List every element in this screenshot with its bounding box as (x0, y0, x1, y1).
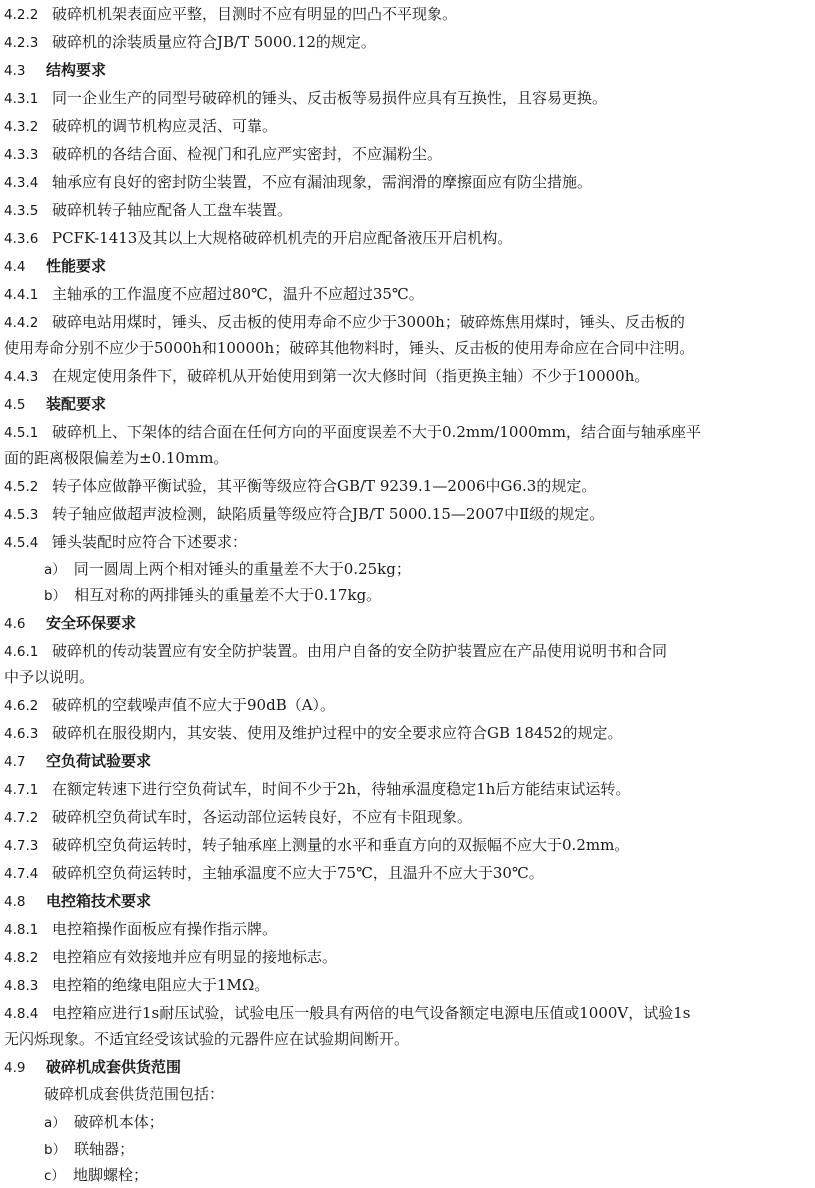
clause-4-3-5 (4, 198, 809, 223)
clause-4-8-4 (4, 1001, 809, 1026)
section-heading-4-4 (4, 254, 809, 279)
section-heading-4-7 (4, 749, 809, 774)
clause-4-4-2-continued (4, 336, 809, 360)
clause-4-6-1-continued (4, 665, 809, 689)
clause-text: 主轴承的工作温度不应超过80℃，温升不应超过35℃。 (52, 285, 424, 303)
clause-number: 4.3.6 (4, 231, 39, 247)
clause-number: 4.3.5 (4, 203, 39, 219)
clause-text: 地脚螺栓； (72, 1166, 148, 1184)
clause-4-4-1 (4, 282, 809, 307)
clause-text: 装配要求 (46, 395, 107, 413)
clause-text: 联轴器； (74, 1140, 135, 1158)
clause-4-3-3 (4, 142, 809, 167)
clause-number: 4.8.4 (4, 1006, 39, 1022)
clause-text: 破碎机机架表面应平整，目测时不应有明显的凹凸不平现象。 (52, 5, 458, 23)
clause-text: PCFK-1413及其以上大规格破碎机机壳的开启应配备液压开启机构。 (52, 229, 513, 247)
clause-4-3-4 (4, 170, 809, 195)
clause-text: 无闪烁现象。不适宜经受该试验的元器件应在试验期间断开。 (4, 1030, 410, 1048)
clause-number: 4.3.1 (4, 91, 39, 107)
clause-text: 破碎机空负荷运转时，主轴承温度不应大于75℃，且温升不应大于30℃。 (52, 864, 544, 882)
supply-scope-intro (44, 1082, 809, 1106)
clause-text: 安全环保要求 (46, 614, 137, 632)
clause-4-7-3 (4, 833, 809, 858)
clause-number: 4.6.3 (4, 726, 39, 742)
section-heading-4-5 (4, 392, 809, 417)
clause-text: 破碎机空负荷试车时，各运动部位运转良好，不应有卡阻现象。 (52, 808, 473, 826)
clause-4-4-2 (4, 310, 809, 335)
clause-number: 4.5 (4, 397, 26, 413)
clause-number: 4.6 (4, 616, 26, 632)
clause-text: 破碎机的传动装置应有安全防护装置。由用户自备的安全防护装置应在产品使用说明书和合同 (52, 642, 668, 660)
clause-number: a） (44, 562, 66, 578)
clause-4-3-6 (4, 226, 809, 251)
clause-number: b） (44, 588, 67, 604)
clause-text: 破碎机空负荷运转时，转子轴承座上测量的水平和垂直方向的双振幅不应大于0.2mm。 (52, 836, 630, 854)
clause-number: 4.3.3 (4, 147, 39, 163)
clause-text: 转子轴应做超声波检测，缺陷质量等级应符合JB/T 5000.15—2007中Ⅱ级的规定。 (52, 505, 605, 523)
section-heading-4-6 (4, 611, 809, 636)
section-heading-4-9 (4, 1055, 809, 1080)
clause-number: 4.8.3 (4, 978, 39, 994)
clause-number: b） (44, 1142, 67, 1158)
clause-text: 结构要求 (46, 61, 107, 79)
clause-4-6-3 (4, 721, 809, 746)
clause-text: 使用寿命分别不应少于5000h和10000h；破碎其他物料时，锤头、反击板的使用寿命应在合同中注明。 (4, 339, 695, 357)
clause-number: 4.2.2 (4, 7, 39, 23)
clause-text: 电控箱应有效接地并应有明显的接地标志。 (52, 948, 338, 966)
list-item-b (44, 583, 809, 608)
clause-text: 性能要求 (46, 257, 107, 275)
list-item-c (44, 1163, 809, 1188)
clause-4-6-1 (4, 639, 809, 664)
clause-number: 4.4 (4, 259, 26, 275)
clause-4-6-2 (4, 693, 809, 718)
clause-text: 在额定转速下进行空负荷试车，时间不少于2h，待轴承温度稳定1h后方能结束试运转。 (52, 780, 631, 798)
clause-text: 破碎机本体； (73, 1113, 164, 1131)
clause-number: 4.3 (4, 63, 26, 79)
clause-text: 破碎机的空载噪声值不应大于90dB（A）。 (52, 696, 336, 714)
clause-number: 4.5.1 (4, 425, 39, 441)
clause-number: 4.5.2 (4, 479, 39, 495)
clause-text: 电控箱应进行1s耐压试验，试验电压一般具有两倍的电气设备额定电源电压值或1000V，试验1s (52, 1004, 691, 1022)
clause-4-4-3 (4, 364, 809, 389)
clause-number: a） (44, 1115, 66, 1131)
clause-text: 破碎机转子轴应配备人工盘车装置。 (52, 201, 293, 219)
clause-text: 轴承应有良好的密封防尘装置，不应有漏油现象，需润滑的摩擦面应有防尘措施。 (52, 173, 593, 191)
clause-4-5-1 (4, 420, 809, 445)
clause-4-7-1 (4, 777, 809, 802)
clause-text: 破碎机的各结合面、检视门和孔应严实密封，不应漏粉尘。 (52, 145, 443, 163)
clause-number: 4.6.1 (4, 644, 39, 660)
clause-text: 破碎电站用煤时，锤头、反击板的使用寿命不应少于3000h；破碎炼焦用煤时，锤头、反击板的 (52, 313, 685, 331)
clause-4-2-2 (4, 2, 809, 27)
clause-number: 4.7.2 (4, 810, 39, 826)
clause-text: 破碎机上、下架体的结合面在任何方向的平面度误差不大于0.2mm/1000mm，结合面与轴承座平 (52, 423, 701, 441)
clause-4-5-2 (4, 474, 809, 499)
clause-number: 4.6.2 (4, 698, 39, 714)
clause-text: 电控箱的绝缘电阻应大于1MΩ。 (52, 976, 270, 994)
clause-text: 中予以说明。 (4, 668, 95, 686)
clause-number: 4.8 (4, 894, 26, 910)
clause-text: 面的距离极限偏差为±0.10mm。 (4, 449, 229, 467)
section-heading-4-8 (4, 889, 809, 914)
clause-text: 在规定使用条件下，破碎机从开始使用到第一次大修时间（指更换主轴）不少于10000h。 (52, 367, 650, 385)
clause-number: 4.2.3 (4, 35, 39, 51)
clause-number: 4.5.4 (4, 535, 39, 551)
clause-number: c） (44, 1168, 65, 1184)
list-item-b (44, 1137, 809, 1162)
clause-number: 4.7.1 (4, 782, 39, 798)
clause-text: 破碎机成套供货范围 (46, 1058, 182, 1076)
clause-4-5-3 (4, 502, 809, 527)
clause-number: 4.5.3 (4, 507, 39, 523)
clause-text: 破碎机成套供货范围包括： (44, 1085, 225, 1103)
list-item-a (44, 557, 809, 582)
clause-number: 4.7.4 (4, 866, 39, 882)
clause-4-5-1-continued (4, 446, 809, 470)
clause-number: 4.3.2 (4, 119, 39, 135)
clause-number: 4.7.3 (4, 838, 39, 854)
clause-number: 4.8.1 (4, 922, 39, 938)
clause-number: 4.4.2 (4, 315, 39, 331)
clause-text: 破碎机在服役期内，其安装、使用及维护过程中的安全要求应符合GB 18452的规定。 (52, 724, 623, 742)
clause-4-3-2 (4, 114, 809, 139)
clause-4-7-2 (4, 805, 809, 830)
clause-number: 4.8.2 (4, 950, 39, 966)
clause-4-8-2 (4, 945, 809, 970)
clause-number: 4.7 (4, 754, 26, 770)
clause-text: 同一圆周上两个相对锤头的重量差不大于0.25kg； (73, 560, 411, 578)
clause-text: 破碎机的调节机构应灵活、可靠。 (52, 117, 278, 135)
clause-text: 电控箱操作面板应有操作指示牌。 (52, 920, 278, 938)
clause-4-3-1 (4, 86, 809, 111)
clause-text: 空负荷试验要求 (46, 752, 152, 770)
clause-4-8-1 (4, 917, 809, 942)
clause-text: 电控箱技术要求 (46, 892, 152, 910)
clause-4-5-4 (4, 530, 809, 555)
clause-4-8-3 (4, 973, 809, 998)
clause-text: 相互对称的两排锤头的重量差不大于0.17kg。 (74, 586, 382, 604)
clause-text: 转子体应做静平衡试验，其平衡等级应符合GB/T 9239.1—2006中G6.3的规定。 (52, 477, 597, 495)
list-item-a (44, 1110, 809, 1135)
clause-text: 同一企业生产的同型号破碎机的锤头、反击板等易损件应具有互换性，且容易更换。 (52, 89, 608, 107)
clause-number: 4.4.3 (4, 369, 39, 385)
section-heading-4-3 (4, 58, 809, 83)
clause-4-8-4-continued (4, 1027, 809, 1051)
clause-number: 4.3.4 (4, 175, 39, 191)
clause-4-2-3 (4, 30, 809, 55)
clause-number: 4.9 (4, 1060, 26, 1076)
clause-number: 4.4.1 (4, 287, 39, 303)
clause-text: 锤头装配时应符合下述要求： (52, 533, 248, 551)
clause-4-7-4 (4, 861, 809, 886)
clause-text: 破碎机的涂装质量应符合JB/T 5000.12的规定。 (52, 33, 376, 51)
